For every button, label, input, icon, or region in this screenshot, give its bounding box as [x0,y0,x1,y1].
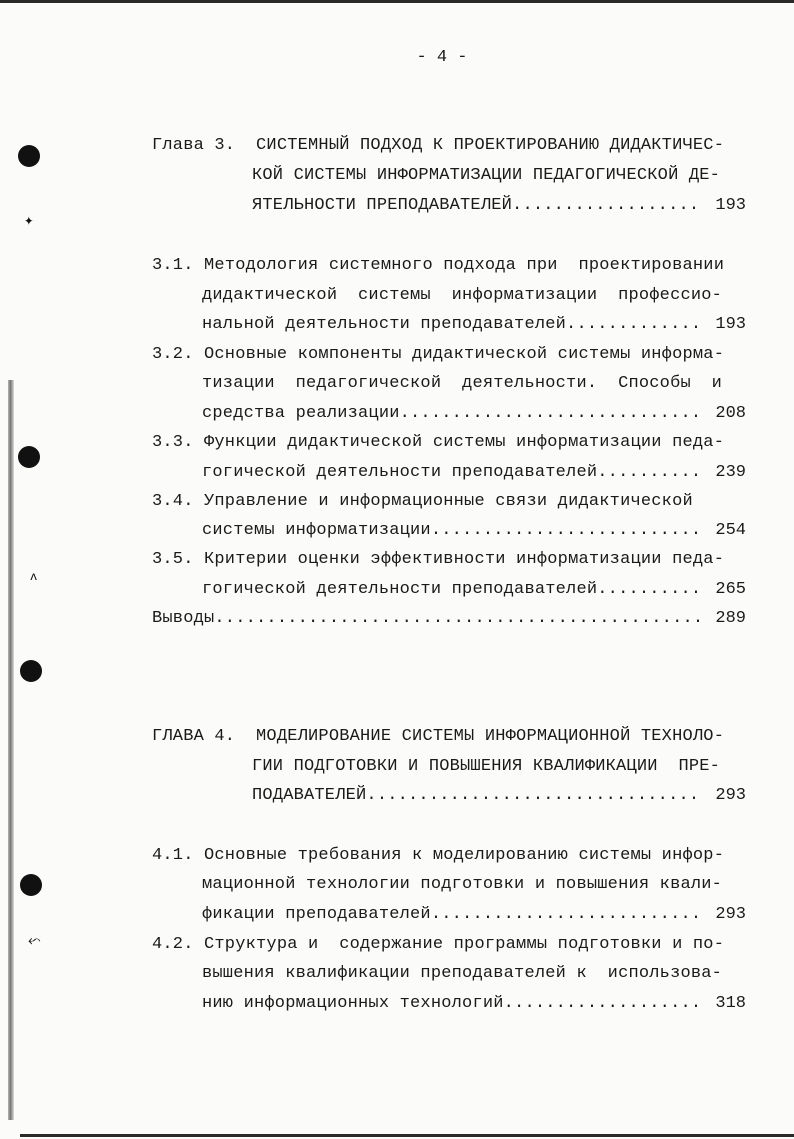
section-3-2-line3: средства реализации............................. [202,404,702,423]
chapter3-title-line3: ЯТЕЛЬНОСТИ ПРЕПОДАВАТЕЛЕЙ.................. [252,196,700,215]
scan-speck: ⬿ [28,932,41,950]
section-3-4-page: 254 [715,521,746,540]
section-3-2-page: 208 [715,404,746,423]
section-3-2-line2: тизации педагогической деятельности. Способы и [202,374,723,393]
section-3-3-line2: гогической деятельности преподавателей.......... [202,463,702,482]
section-3-5-line1: 3.5. Критерии оценки эффективности информатизации педа- [152,550,725,569]
section-3-5-page: 265 [715,580,746,599]
section-3-3-line1: 3.3. Функции дидактической системы информатизации педа- [152,433,725,452]
scan-speck: ʌ [30,570,38,584]
section-4-2-line3: нию информационных технологий................... [202,994,702,1013]
section-4-2-line1: 4.2. Структура и содержание программы подготовки и по- [152,935,725,954]
section-4-2-line2: вышения квалификации преподавателей к использова- [202,964,723,983]
chapter4-title-line2: ГИИ ПОДГОТОВКИ И ПОВЫШЕНИЯ КВАЛИФИКАЦИИ ПРЕ- [252,757,721,776]
punch-hole [20,660,42,682]
section-3-1-page: 193 [715,315,746,334]
section-4-1-page: 293 [715,905,746,924]
scan-speck: ✦ [24,212,34,230]
punch-hole [20,874,42,896]
scan-top-edge [0,0,794,3]
punch-hole [18,145,40,167]
scan-binding-shadow [8,380,14,1120]
conclusions-line: Выводы............................................... [152,609,704,628]
section-3-1-line3: нальной деятельности преподавателей............. [202,315,702,334]
section-3-1-line1: 3.1. Методология системного подхода при проектировании [152,256,725,275]
section-3-1-line2: дидактической системы информатизации профессио- [202,286,723,305]
chapter3-title-line1: Глава 3. СИСТЕМНЫЙ ПОДХОД К ПРОЕКТИРОВАНИЮ ДИДАКТИЧЕС- [152,136,725,155]
section-4-1-line1: 4.1. Основные требования к моделированию системы инфор- [152,846,725,865]
chapter3-page: 193 [715,196,746,215]
chapter3-title-line2: КОЙ СИСТЕМЫ ИНФОРМАТИЗАЦИИ ПЕДАГОГИЧЕСКОЙ ДЕ- [252,166,721,185]
section-3-5-line2: гогической деятельности преподавателей.......... [202,580,702,599]
chapter4-title-line3: ПОДАВАТЕЛЕЙ................................ [252,786,700,805]
section-4-1-line2: мационной технологии подготовки и повышения квали- [202,875,723,894]
punch-hole [18,446,40,468]
conclusions-page: 289 [715,609,746,628]
chapter4-title-line1: ГЛАВА 4. МОДЕЛИРОВАНИЕ СИСТЕМЫ ИНФОРМАЦИОННОЙ ТЕХНОЛО- [152,727,725,746]
section-3-4-line1: 3.4. Управление и информационные связи дидактической [152,492,693,511]
chapter4-page: 293 [715,786,746,805]
page-number: - 4 - [416,48,468,67]
section-3-2-line1: 3.2. Основные компоненты дидактической системы информа- [152,345,725,364]
scan-bottom-edge [20,1134,794,1137]
section-4-1-line3: фикации преподавателей.......................... [202,905,702,924]
section-4-2-page: 318 [715,994,746,1013]
section-3-4-line2: системы информатизации.......................... [202,521,702,540]
section-3-3-page: 239 [715,463,746,482]
